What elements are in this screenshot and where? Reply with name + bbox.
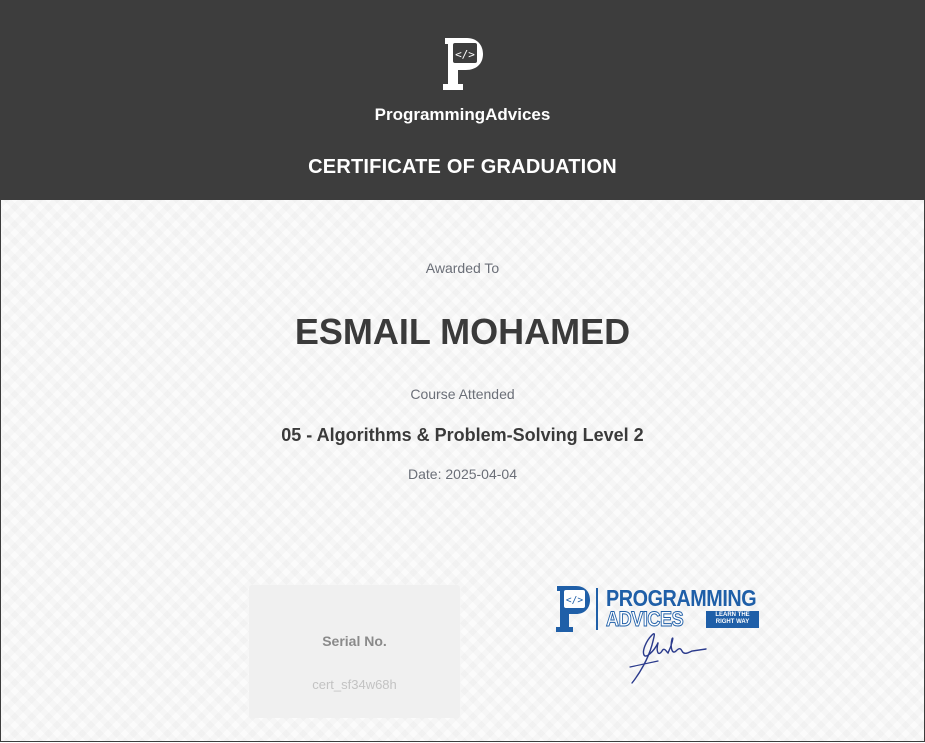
logo-tagline (706, 611, 759, 628)
certificate-header (0, 0, 925, 200)
course-name: 05 - Algorithms & Problem-Solving Level 2 (281, 425, 644, 445)
logo-divider (596, 588, 598, 630)
recipient-name: ESMAIL MOHAMED (294, 311, 631, 352)
awarded-to-label: Awarded To (425, 260, 500, 276)
logo-word-advices: ADVICES (606, 608, 684, 631)
logo-tagline-line1: LEARN THE (715, 612, 750, 618)
svg-text:</>: </> (565, 595, 584, 606)
serial-label: Serial No. (322, 633, 387, 649)
course-attended-label: Course Attended (410, 386, 515, 402)
serial-value: cert_sf34w68h (312, 677, 397, 692)
serial-box (249, 585, 460, 718)
p-code-logo-icon (556, 586, 590, 632)
logo-tagline-line2: RIGHT WAY (715, 619, 750, 625)
certificate-title: CERTIFICATE OF GRADUATION (308, 156, 617, 178)
logo-word-programming: PROGRAMMING (606, 585, 757, 611)
brand-name: ProgrammingAdvices (374, 105, 551, 124)
p-code-logo-icon (443, 38, 483, 90)
handwritten-signature (628, 625, 708, 687)
certificate-date: Date: 2025-04-04 (408, 466, 517, 482)
svg-text:</>: </> (455, 48, 475, 61)
